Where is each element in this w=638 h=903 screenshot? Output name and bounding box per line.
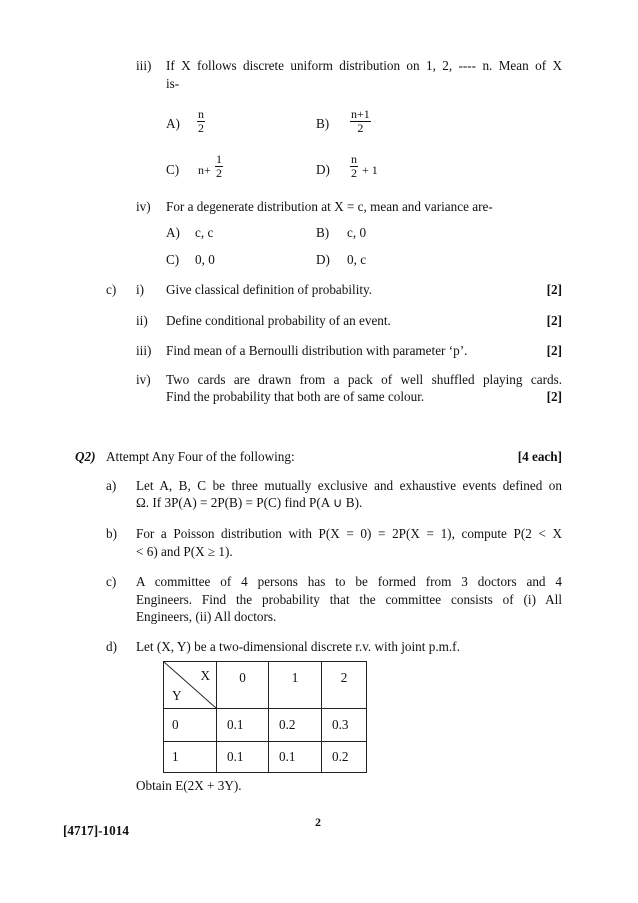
q2-c-line3: Engineers, (ii) All doctors. — [136, 609, 277, 624]
c-i-marks: [2] — [546, 282, 562, 297]
q1-iii-number: iii) — [136, 58, 152, 73]
joint-pmf-table — [163, 661, 367, 773]
q2-b-line2: < 6) and P(X ≥ 1). — [136, 544, 233, 559]
fraction-denominator: 2 — [357, 121, 364, 135]
q1-iii-option-c-fraction — [215, 153, 223, 180]
fraction-numerator: n — [351, 152, 357, 166]
q2-b-line1: For a Poisson distribution with P(X = 0) = 2P(X = 1), compute P(2 < X — [136, 526, 562, 541]
c-ii-text: Define conditional probability of an event. — [166, 313, 391, 328]
y-value-1: 1 — [164, 742, 217, 773]
table-cell: 0.3 — [322, 709, 367, 742]
x-header-0: 0 — [217, 662, 269, 709]
c-ii-marks: [2] — [546, 313, 562, 328]
q1-iii-option-c-label: C) — [166, 162, 180, 177]
fraction-denominator: 2 — [198, 121, 204, 135]
table-cell: 0.1 — [269, 742, 322, 773]
q2-a-line1: Let A, B, C be three mutually exclusive and exhaustive events defined on — [136, 478, 562, 493]
c-i-text: Give classical definition of probability. — [166, 282, 373, 297]
x-header-2: 2 — [322, 662, 367, 709]
q1-iii-option-c-prefix: n+ — [198, 163, 211, 177]
q1-iv-option-b-text: c, 0 — [347, 225, 367, 240]
table-row — [164, 742, 367, 773]
q1-iv-option-d-label: D) — [316, 252, 330, 267]
q1-iv-stem: For a degenerate distribution at X = c, mean and variance are- — [166, 199, 493, 214]
y-value-0: 0 — [164, 709, 217, 742]
table-cell: 0.2 — [322, 742, 367, 773]
q1-iii-stem-line1: If X follows discrete uniform distribution on 1, 2, ---- n. Mean of X — [166, 58, 562, 73]
table-cell: 0.2 — [269, 709, 322, 742]
q1-iii-option-d-label: D) — [316, 162, 330, 177]
table-corner-cell — [164, 662, 217, 709]
q1-iii-option-b-fraction — [350, 108, 371, 135]
q2-d-stem: Let (X, Y) be a two-dimensional discrete r.v. with joint p.m.f. — [136, 639, 460, 654]
q2-label: Q2) — [75, 449, 96, 464]
q2-b-label: b) — [106, 526, 117, 541]
fraction-denominator: 2 — [216, 166, 222, 180]
fraction-numerator: n+1 — [351, 107, 370, 121]
c-iii-marks: [2] — [546, 343, 562, 358]
c-i-number: i) — [136, 282, 145, 297]
fraction-numerator: 1 — [216, 152, 222, 166]
table-header-row — [164, 662, 367, 709]
q1-iv-option-c-text: 0, 0 — [195, 252, 215, 267]
page-number: 2 — [315, 815, 321, 829]
q2-a-line2: Ω. If 3P(A) = 2P(B) = P(C) find P(A ∪ B). — [136, 495, 363, 510]
c-iv-text-line2: Find the probability that both are of same colour. — [166, 389, 425, 404]
corner-x-label: X — [200, 668, 210, 683]
q1-iv-option-b-label: B) — [316, 225, 330, 240]
q2-d-task: Obtain E(2X + 3Y). — [136, 778, 242, 793]
q2-a-label: a) — [106, 478, 117, 493]
q2-marks: [4 each] — [517, 449, 562, 464]
q1-iii-option-d-fraction — [350, 153, 358, 180]
c-iv-number: iv) — [136, 372, 151, 387]
q1-iii-option-d-suffix: + 1 — [362, 163, 378, 177]
q2-c-line1: A committee of 4 persons has to be formed from 3 doctors and 4 — [136, 574, 562, 589]
fraction-denominator: 2 — [351, 166, 357, 180]
c-ii-number: ii) — [136, 313, 148, 328]
corner-y-label: Y — [172, 688, 182, 703]
x-header-1: 1 — [269, 662, 322, 709]
q1-iv-option-a-label: A) — [166, 225, 180, 240]
q1-iii-option-a-label: A) — [166, 116, 180, 131]
q1-iv-option-c-label: C) — [166, 252, 180, 267]
q1-iii-option-b-label: B) — [316, 116, 330, 131]
c-iii-number: iii) — [136, 343, 152, 358]
c-iv-marks: [2] — [546, 389, 562, 404]
table-cell: 0.1 — [217, 709, 269, 742]
c-iv-text-line1: Two cards are drawn from a pack of well shuffled playing cards. — [166, 372, 562, 387]
q2-c-label: c) — [106, 574, 117, 589]
q1-iv-number: iv) — [136, 199, 151, 214]
q1-iv-option-d-text: 0, c — [347, 252, 367, 267]
q1-iv-option-a-text: c, c — [195, 225, 214, 240]
paper-code: [4717]-1014 — [63, 823, 129, 838]
q2-d-label: d) — [106, 639, 117, 654]
q1-iii-stem-line2: is- — [166, 76, 180, 91]
table-row — [164, 709, 367, 742]
c-iii-text: Find mean of a Bernoulli distribution with parameter ‘p’. — [166, 343, 468, 358]
section-c-label: c) — [106, 282, 117, 297]
q2-c-line2: Engineers. Find the probability that the committee consists of (i) All — [136, 592, 562, 607]
fraction-numerator: n — [198, 107, 204, 121]
table-cell: 0.1 — [217, 742, 269, 773]
q1-iii-option-a-fraction — [197, 108, 205, 135]
q2-instruction: Attempt Any Four of the following: — [106, 449, 295, 464]
